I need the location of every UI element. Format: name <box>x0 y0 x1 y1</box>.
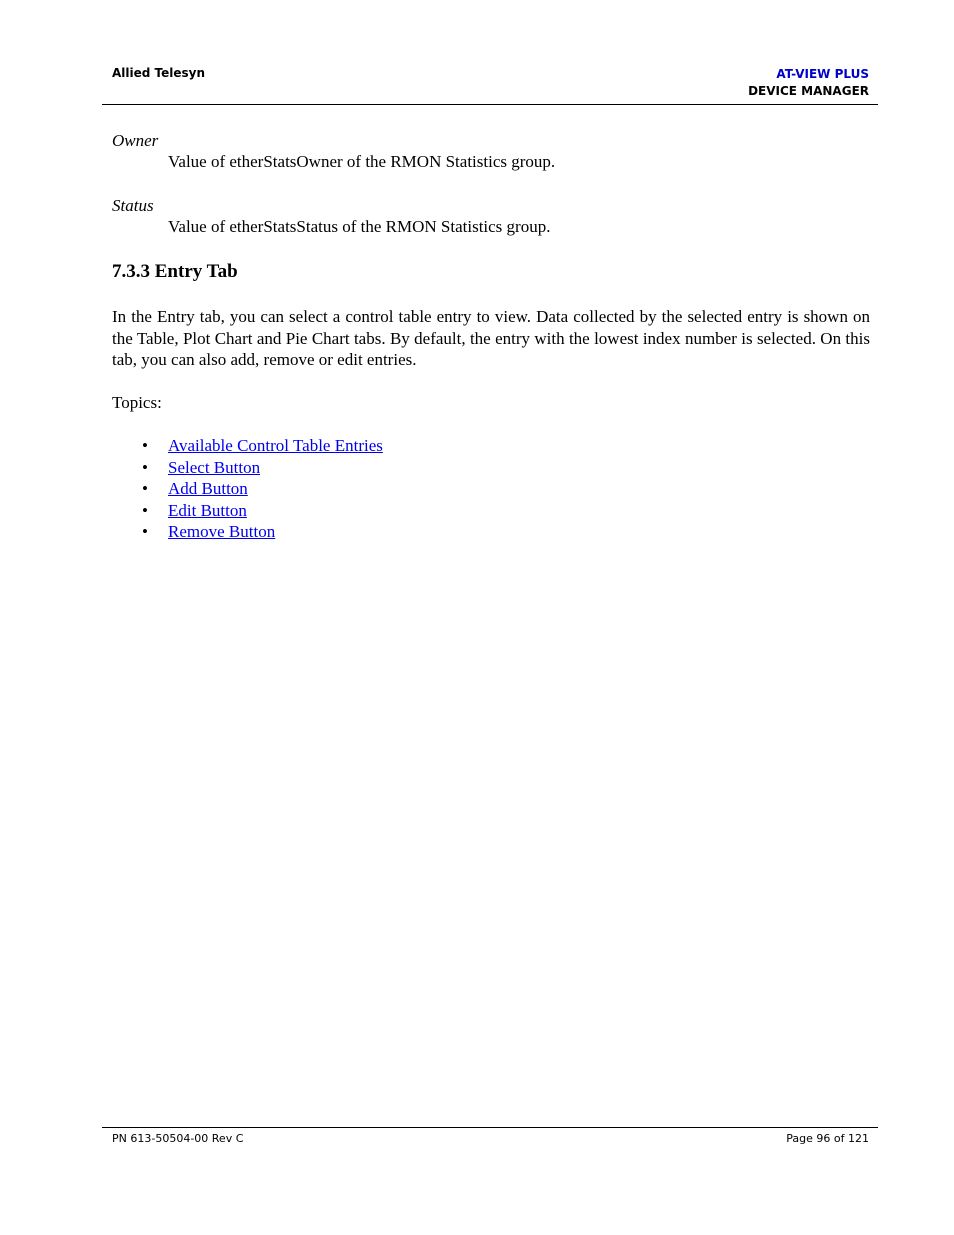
definition-desc-status: Value of etherStatsStatus of the RMON Statistics group. <box>168 217 551 236</box>
link-remove-button[interactable]: Remove Button <box>168 522 276 541</box>
header-right <box>748 66 869 100</box>
bullet-icon: • <box>142 522 148 541</box>
footer-part-number: PN 613-50504-00 Rev C <box>112 1132 244 1145</box>
link-available-control-table-entries[interactable]: Available Control Table Entries <box>168 436 383 455</box>
footer-page-number: Page 96 of 121 <box>786 1132 869 1145</box>
topics-label: Topics: <box>112 393 162 412</box>
link-add-button[interactable]: Add Button <box>168 479 248 498</box>
bullet-icon: • <box>142 479 148 498</box>
header-company: Allied Telesyn <box>112 66 206 80</box>
header-divider <box>102 104 878 105</box>
link-select-button[interactable]: Select Button <box>168 457 261 477</box>
section-heading: 7.3.3 Entry Tab <box>112 261 238 282</box>
header-section: DEVICE MANAGER <box>748 84 869 98</box>
definition-term-owner: Owner <box>112 131 159 150</box>
section-paragraph: In the Entry tab, you can select a control table entry to view. Data collected by the selected entry is shown on the Table, Plot Chart and Pie Chart tabs. By default, the entry with the lowest index number is selected. On this tab, you can also add, remove or edit entries. <box>112 307 870 369</box>
definition-term-status: Status <box>112 196 154 215</box>
definition-desc-owner: Value of etherStatsOwner of the RMON Statistics group. <box>168 152 556 171</box>
header-product: AT-VIEW PLUS <box>776 67 869 81</box>
footer-divider <box>102 1127 878 1128</box>
bullet-icon: • <box>142 500 148 520</box>
link-edit-button[interactable]: Edit Button <box>168 500 247 520</box>
bullet-icon: • <box>142 457 148 477</box>
bullet-icon: • <box>142 436 148 455</box>
